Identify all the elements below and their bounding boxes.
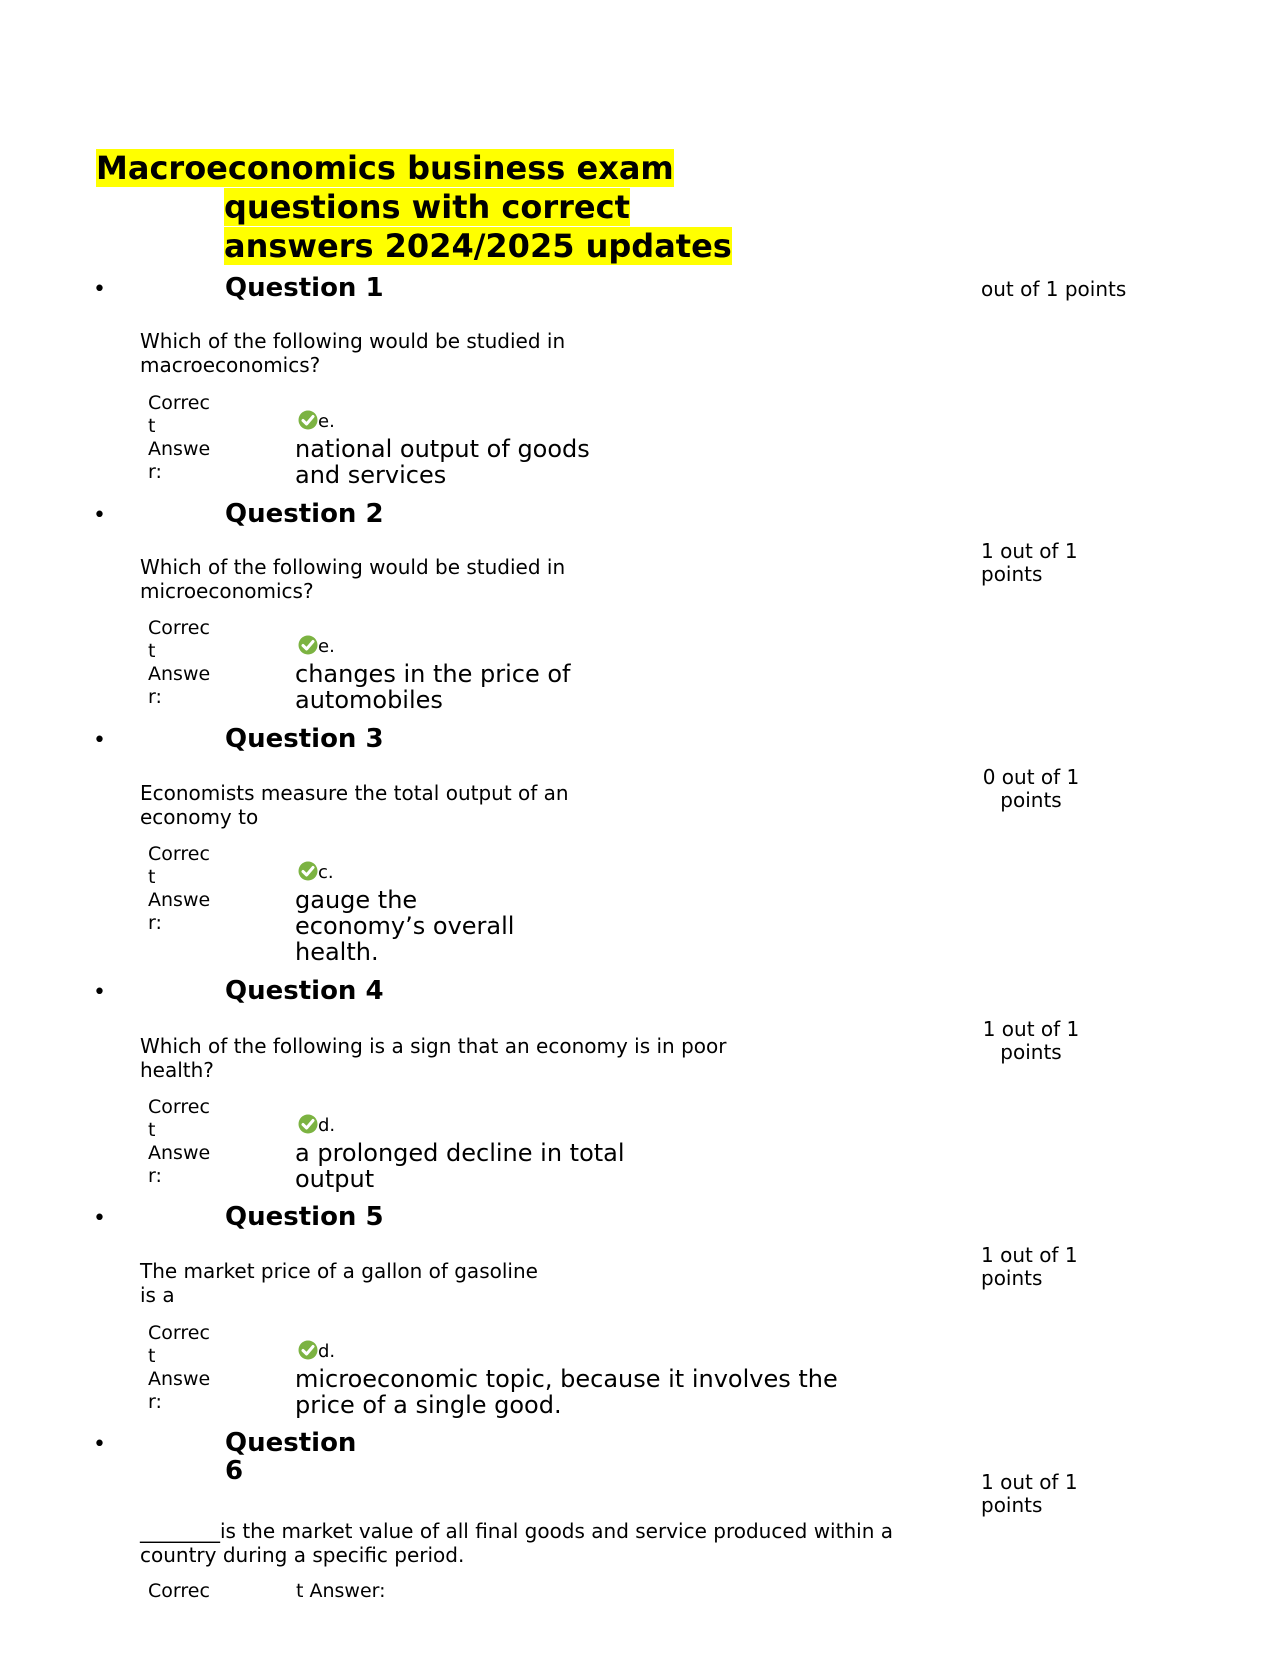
answer-text: national output of goods and services	[295, 435, 590, 489]
check-icon	[298, 861, 318, 881]
question-heading: Question 5	[225, 1202, 384, 1232]
check-icon	[298, 1114, 318, 1134]
question-text: Which of the following would be studied in microeconomics?	[140, 555, 566, 603]
answer-choice: d.	[298, 1114, 335, 1136]
question-text: Which of the following is a sign that an economy is in poor health?	[140, 1034, 727, 1082]
check-icon	[298, 635, 318, 655]
title-line-2: questions with correct	[224, 188, 630, 226]
question-text: Economists measure the total output of an economy to	[140, 781, 569, 829]
answer-choice: d.	[298, 1340, 335, 1362]
question-points: 1 out of 1 points	[981, 539, 1078, 586]
check-icon	[298, 410, 318, 430]
question-points: 1 out of 1 points	[981, 1470, 1078, 1517]
question-heading: Question 3	[225, 724, 384, 754]
title-line-3: answers 2024/2025 updates	[224, 227, 732, 265]
bullet: •	[93, 728, 106, 753]
page-title	[96, 149, 732, 266]
question-text: Which of the following would be studied in macroeconomics?	[140, 329, 566, 377]
answer-text: changes in the price of automobiles	[295, 660, 571, 714]
question-points: 1 out of 1 points	[981, 1243, 1078, 1290]
check-icon	[298, 1340, 318, 1360]
answer-choice: e.	[298, 635, 335, 657]
bullet: •	[93, 980, 106, 1005]
title-line-1: Macroeconomics business exam	[96, 149, 674, 187]
answer-text: microeconomic topic, because it involves the price of a single good.	[295, 1365, 838, 1419]
answer-choice: e.	[298, 410, 335, 432]
bullet: •	[93, 1206, 106, 1231]
question-heading: Question 4	[225, 976, 384, 1006]
correct-answer-label: Correc t Answe r:	[148, 392, 211, 483]
question-points: 0 out of 1 points	[982, 765, 1080, 812]
correct-answer-label: Correc t Answe r:	[148, 1322, 211, 1413]
bullet: •	[93, 277, 106, 302]
correct-answer-label: Correc t Answe r:	[148, 617, 211, 708]
correct-answer-label: Correc t Answe r:	[148, 1096, 211, 1187]
correct-answer-label: Correc	[148, 1580, 210, 1602]
answer-choice: c.	[298, 861, 334, 883]
question-points: out of 1 points	[981, 277, 1127, 301]
bullet: •	[93, 503, 106, 528]
answer-text: a prolonged decline in total output	[295, 1139, 625, 1193]
bullet: •	[93, 1432, 106, 1457]
question-heading: Question 2	[225, 499, 384, 529]
answer-text: gauge the economy’s overall health.	[295, 886, 515, 966]
question-points: 1 out of 1 points	[982, 1017, 1080, 1064]
correct-answer-label-cont: t Answer:	[296, 1580, 386, 1602]
question-text: ________is the market value of all final goods and service produced within a country during a specific period.	[140, 1519, 893, 1567]
question-heading: Question 1	[225, 273, 384, 303]
question-text: The market price of a gallon of gasoline is a	[140, 1259, 538, 1307]
correct-answer-label: Correc t Answe r:	[148, 843, 211, 934]
question-heading: Question 6	[225, 1428, 357, 1486]
